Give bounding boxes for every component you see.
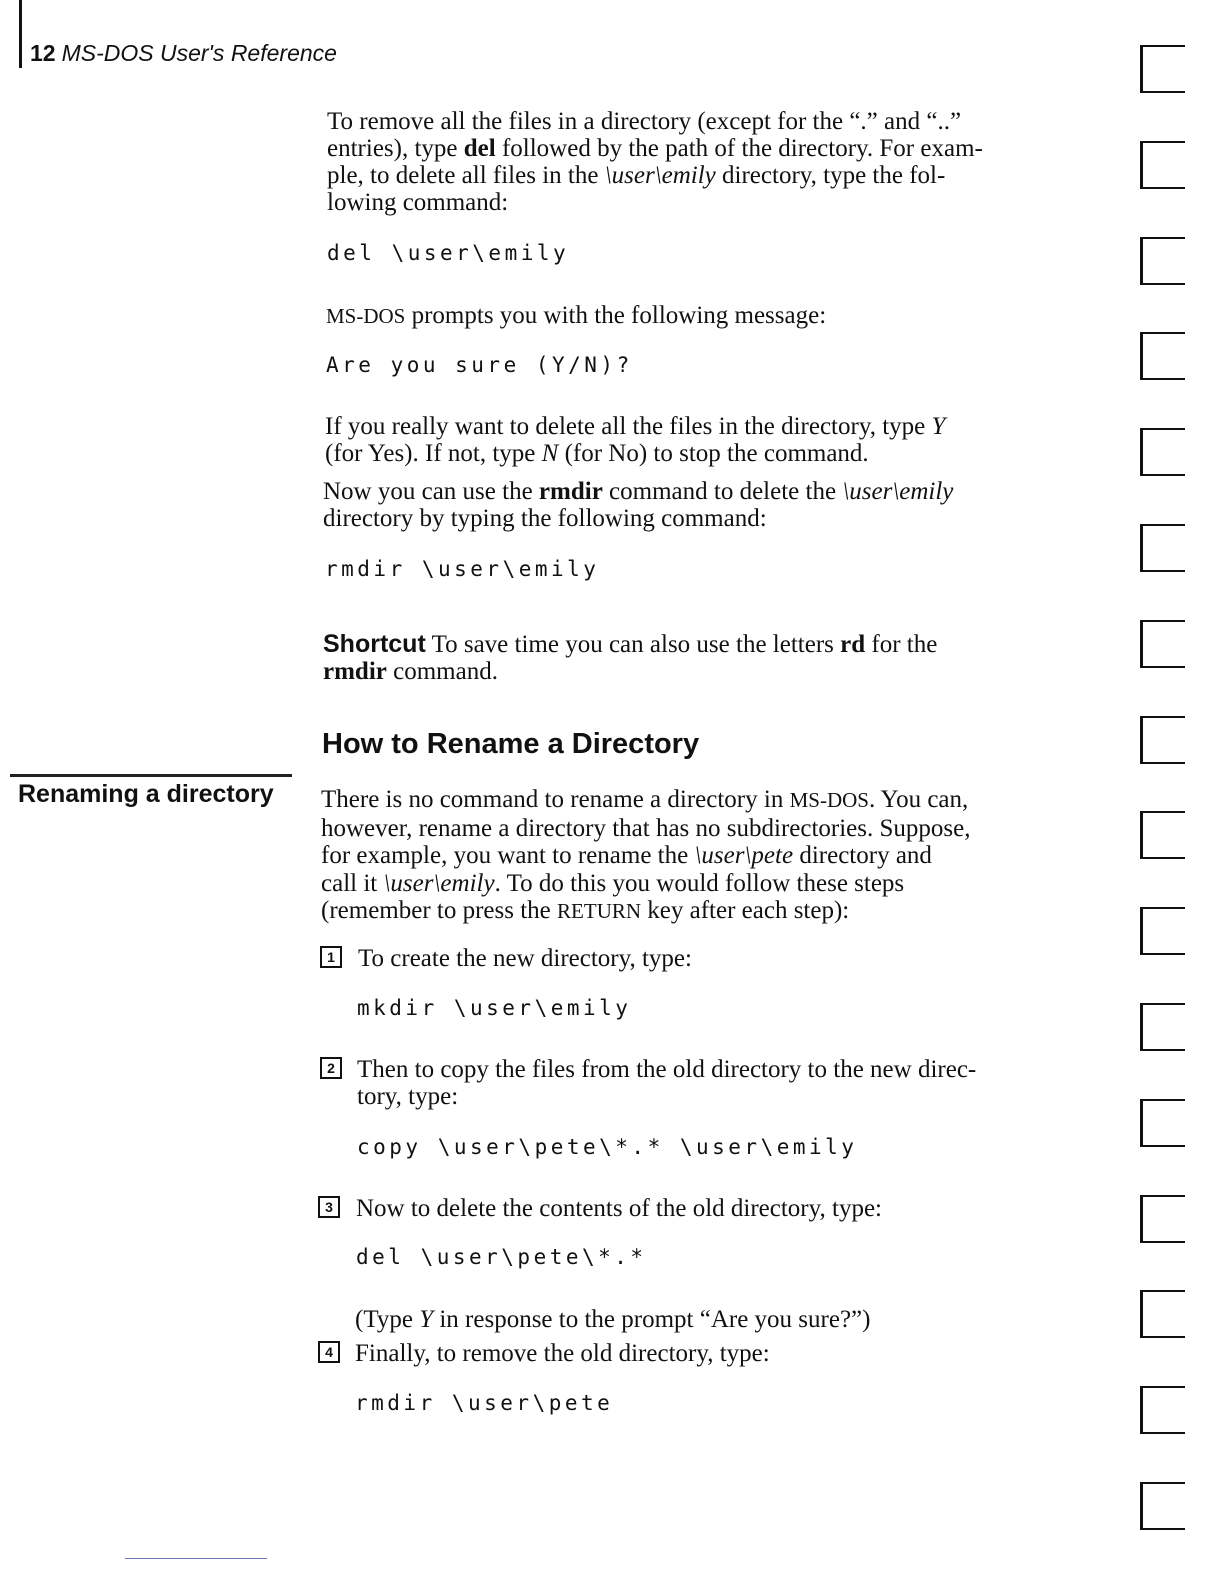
- step-number-2: 2: [320, 1057, 342, 1079]
- text-run: tory, type:: [357, 1083, 459, 1110]
- step-number-4: 4: [318, 1341, 340, 1363]
- binder-bracket-mark: [1140, 45, 1185, 93]
- text-line: [358, 945, 692, 972]
- text-run: entries), type: [327, 135, 464, 162]
- text-run: Now to delete the contents of the old directory, type:: [356, 1195, 883, 1222]
- text-line: [357, 1056, 976, 1083]
- emphasis-text: RETURN: [557, 899, 642, 923]
- emphasis-text: \user\pete: [694, 842, 794, 869]
- text-run: command to delete the: [602, 478, 843, 505]
- binder-bracket-mark: [1140, 1386, 1185, 1434]
- text-run: (Type: [355, 1306, 420, 1333]
- emphasis-text: N: [541, 440, 559, 467]
- section-heading: How to Rename a Directory: [322, 728, 700, 760]
- emphasis-text: \user\emily: [383, 869, 495, 897]
- paragraph-confirm: [325, 413, 945, 467]
- emphasis-text: rd: [840, 631, 866, 658]
- paragraph-rename-intro: [321, 786, 971, 926]
- text-line: [323, 478, 953, 505]
- text-run: for the: [865, 631, 938, 658]
- emphasis-text: Y: [931, 413, 946, 440]
- emphasis-text: Shortcut: [323, 630, 426, 658]
- text-run: followed by the path of the directory. For exam-: [495, 135, 983, 162]
- text-line: [325, 413, 945, 440]
- binder-bracket-mark: [1140, 811, 1185, 859]
- binder-bracket-mark: [1140, 1195, 1185, 1243]
- emphasis-text: \user\emily: [604, 162, 716, 189]
- binder-bracket-mark: [1140, 1099, 1185, 1147]
- text-run: (for No) to stop the command.: [558, 440, 869, 467]
- emphasis-text: MS-DOS: [326, 304, 406, 328]
- step-1-command: mkdir \user\emily: [357, 996, 632, 1020]
- text-run: Finally, to remove the old directory, type:: [355, 1340, 770, 1367]
- paragraph-prompt: [326, 302, 826, 330]
- text-line: [355, 1306, 870, 1333]
- emphasis-text: rmdir: [538, 478, 603, 505]
- text-run: If you really want to delete all the files in the directory, type: [325, 413, 932, 440]
- text-run: for example, you want to rename the: [321, 842, 695, 869]
- shortcut-note: [323, 631, 937, 685]
- step-3-text: [356, 1195, 882, 1222]
- command-del-emily: del \user\emily: [327, 241, 570, 265]
- text-run: Then to copy the files from the old directory to the new direc-: [357, 1056, 977, 1083]
- step-number-3: 3: [318, 1196, 340, 1218]
- text-line: [321, 842, 971, 870]
- binder-bracket-mark: [1140, 716, 1185, 764]
- text-run: directory, type the fol-: [715, 162, 946, 189]
- text-run: in response to the prompt “Are you sure?”): [433, 1306, 871, 1333]
- binder-bracket-mark: [1140, 141, 1185, 189]
- text-run: (remember to press the: [321, 897, 558, 924]
- emphasis-text: Y: [419, 1306, 434, 1333]
- text-line: [321, 870, 971, 898]
- step-number-1: 1: [320, 946, 342, 968]
- binder-bracket-mark: [1140, 1482, 1185, 1530]
- page-number: 12: [30, 40, 56, 66]
- binder-bracket-mark: [1140, 332, 1185, 380]
- header-rule: [19, 0, 22, 68]
- text-line: [327, 162, 983, 189]
- text-line: [323, 658, 937, 685]
- emphasis-text: \user\emily: [842, 478, 954, 505]
- binder-bracket-mark: [1140, 428, 1185, 476]
- prompt-message: Are you sure (Y/N)?: [326, 353, 633, 377]
- text-line: [327, 108, 983, 135]
- binder-bracket-mark: [1140, 237, 1185, 285]
- text-line: [356, 1195, 882, 1222]
- text-run: command.: [386, 658, 498, 685]
- text-run: (for Yes). If not, type: [325, 440, 542, 467]
- binder-bracket-mark: [1140, 907, 1185, 955]
- emphasis-text: del: [463, 135, 496, 162]
- binder-bracket-mark: [1140, 620, 1185, 668]
- text-line: [327, 189, 983, 216]
- text-run: Now you can use the: [323, 478, 539, 505]
- step-2-text: [357, 1056, 976, 1110]
- text-run: To remove all the files in a directory (except for the “.” and “..”: [327, 108, 962, 135]
- margin-label: Renaming a directory: [18, 780, 274, 808]
- text-run: . To do this you would follow these steps: [494, 869, 905, 897]
- binder-bracket-mark: [1140, 1003, 1185, 1051]
- text-run: directory by typing the following command:: [323, 505, 767, 532]
- paragraph-remove-files: [327, 108, 983, 216]
- text-line: [327, 135, 983, 162]
- text-run: call it: [321, 869, 384, 897]
- text-line: [357, 1083, 976, 1110]
- text-line: [323, 505, 953, 532]
- book-title: MS-DOS User's Reference: [61, 40, 337, 66]
- text-run: lowing command:: [327, 189, 509, 216]
- text-run: however, rename a directory that has no subdirectories. Suppose,: [321, 814, 971, 842]
- binder-bracket-mark: [1140, 524, 1185, 572]
- step-4-text: [355, 1340, 770, 1367]
- running-header: [30, 40, 337, 67]
- paragraph-rmdir: [323, 478, 953, 532]
- text-run: To create the new directory, type:: [358, 945, 692, 972]
- step-3-command: del \user\pete\*.*: [356, 1245, 647, 1269]
- text-line: [321, 897, 971, 926]
- text-run: . You can,: [868, 786, 969, 813]
- command-rmdir-emily: rmdir \user\emily: [325, 557, 600, 581]
- text-run: To save time you can also use the letters: [425, 631, 841, 658]
- step-2-command: copy \user\pete\*.* \user\emily: [357, 1135, 858, 1159]
- emphasis-text: MS-DOS: [789, 788, 869, 812]
- text-run: ple, to delete all files in the: [327, 162, 605, 189]
- margin-rule: [10, 774, 292, 777]
- text-line: [323, 631, 937, 658]
- text-run: There is no command to rename a directory in: [321, 786, 790, 813]
- bottom-rule: [125, 1558, 267, 1559]
- text-run: directory and: [793, 842, 932, 869]
- step-4-command: rmdir \user\pete: [355, 1391, 614, 1415]
- step-3-note: [355, 1306, 870, 1333]
- text-line: [321, 815, 971, 843]
- step-1-text: [358, 945, 692, 972]
- text-line: [325, 440, 945, 467]
- text-run: key after each step):: [641, 897, 850, 924]
- text-run: prompts you with the following message:: [405, 302, 827, 329]
- text-line: [326, 302, 826, 330]
- emphasis-text: rmdir: [323, 658, 387, 685]
- binder-bracket-mark: [1140, 1290, 1185, 1338]
- text-line: [321, 786, 971, 815]
- text-line: [355, 1340, 770, 1367]
